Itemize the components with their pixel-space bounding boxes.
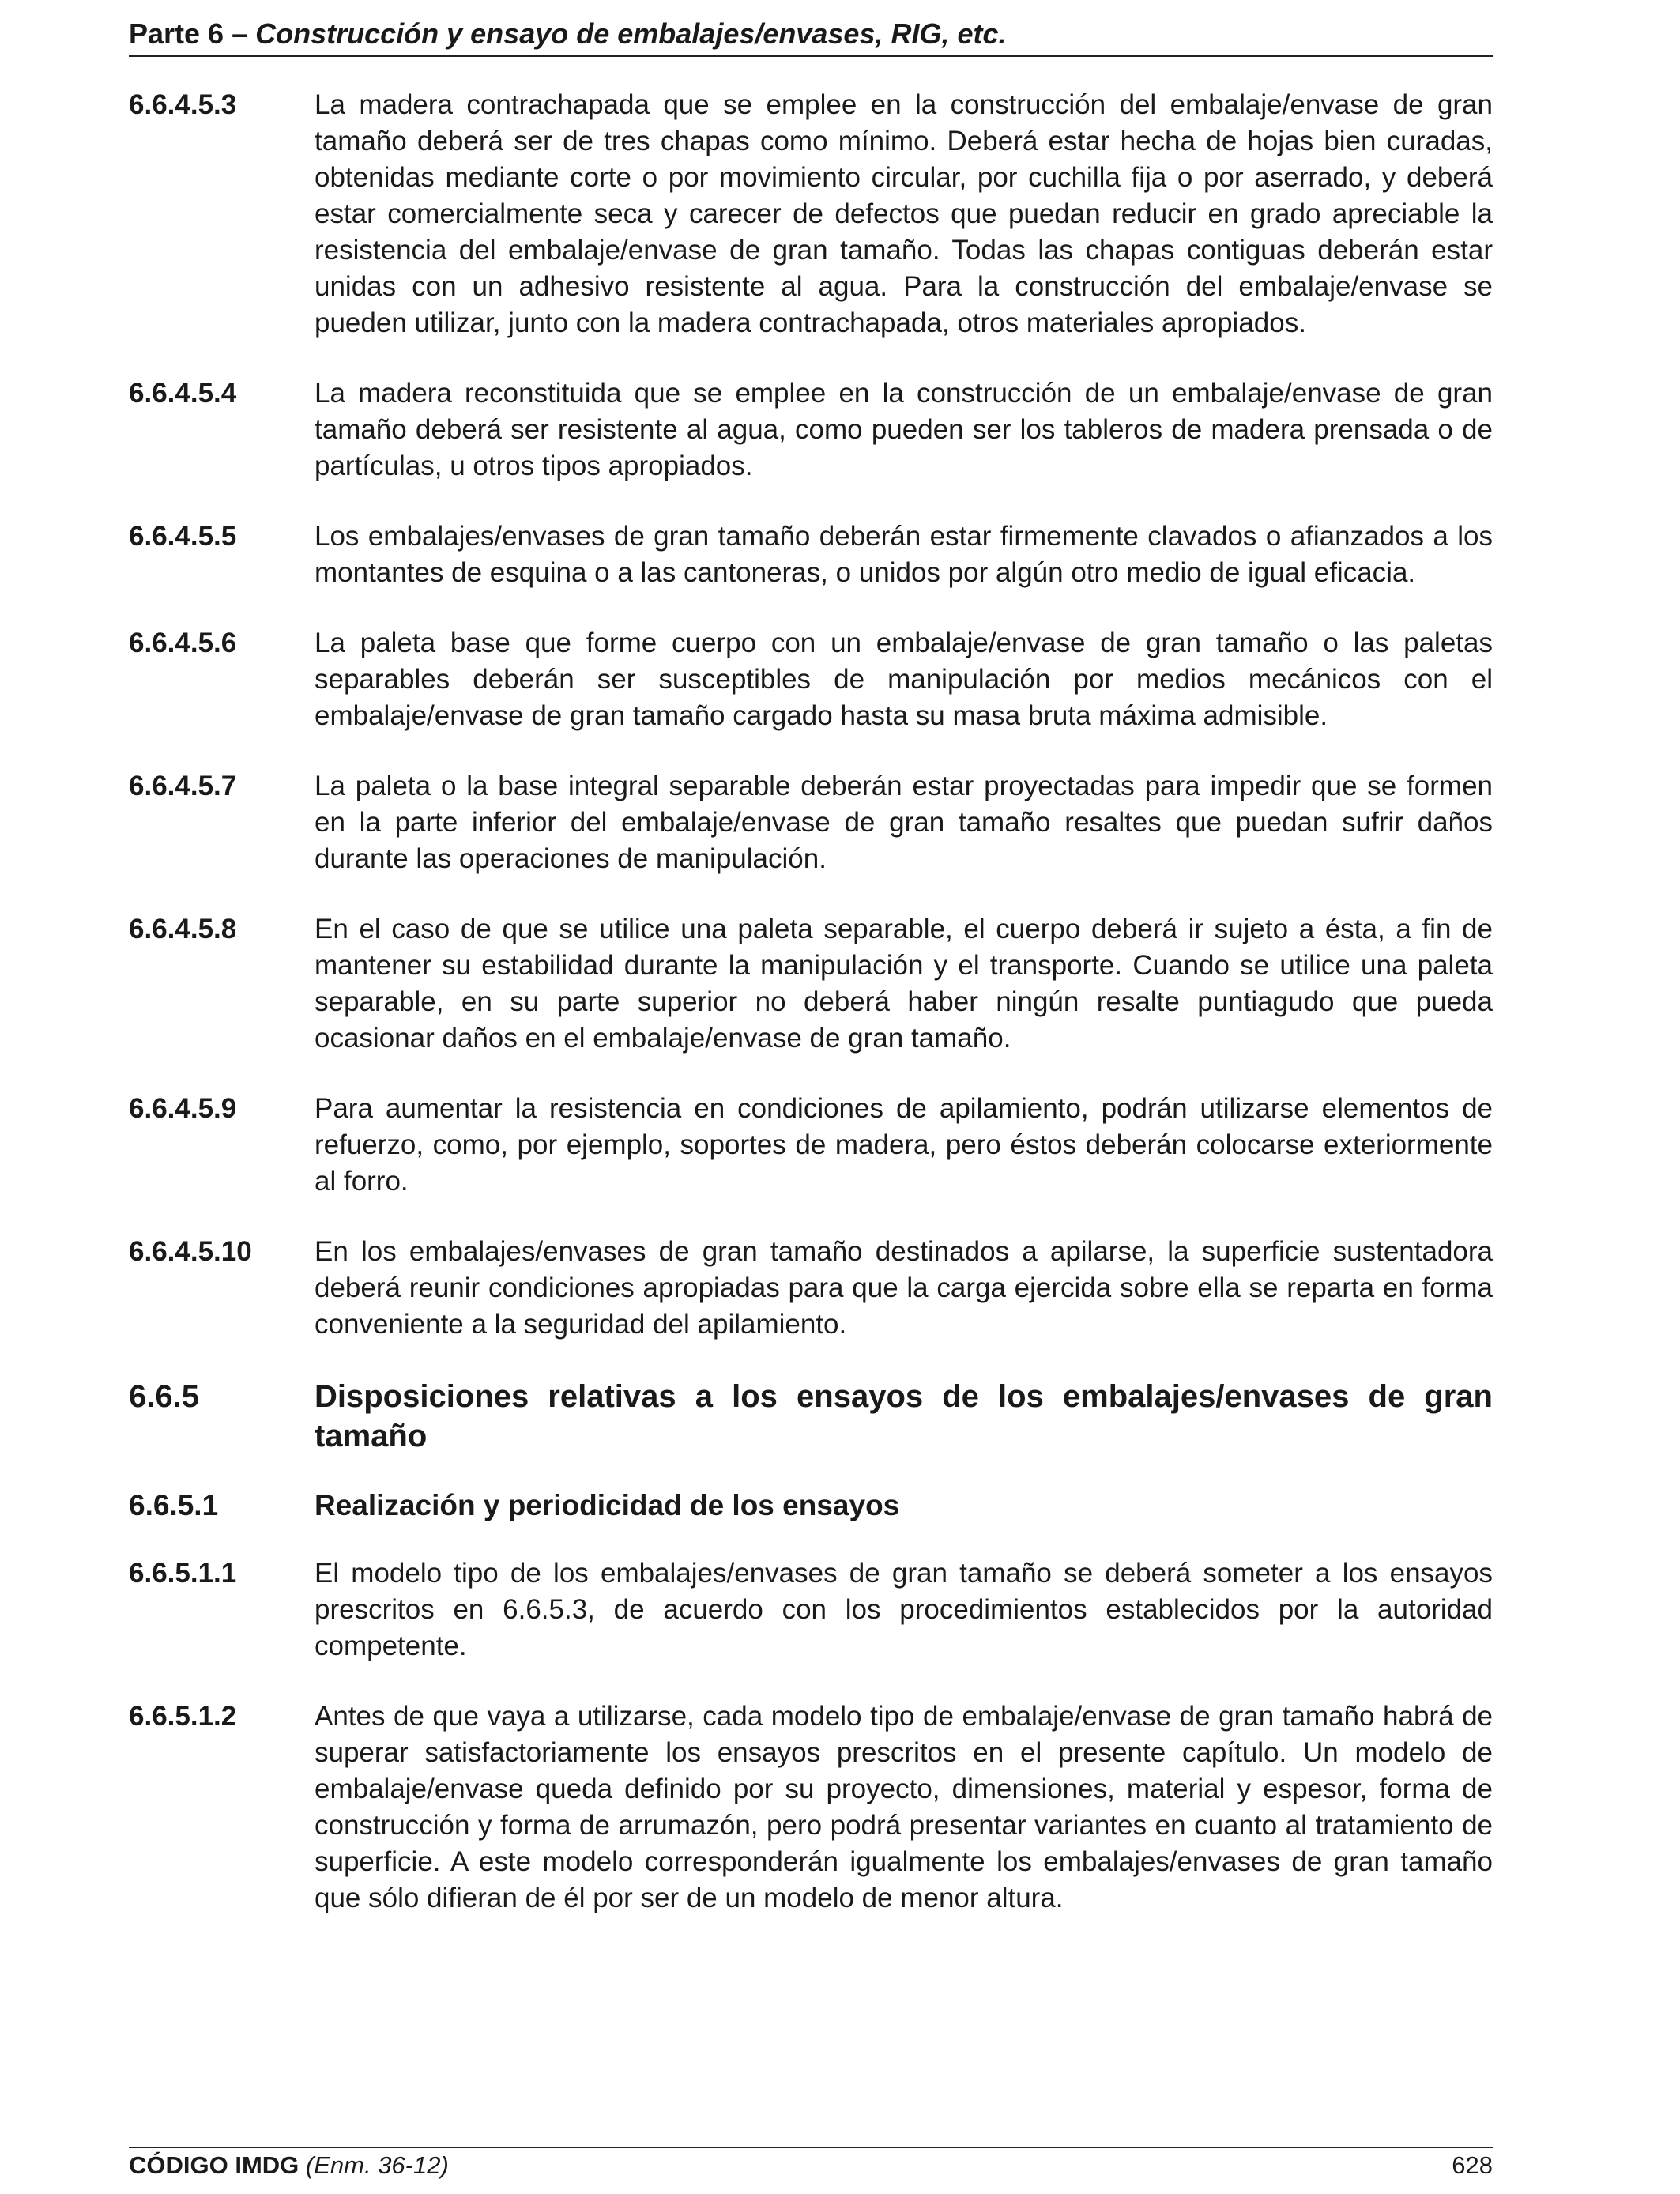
paragraph-text: El modelo tipo de los embalajes/envases de gran tamaño se deberá someter a los ensayos prescritos en 6.6.5.3, de acuerdo con los procedimientos establecidos por la autoridad competente. — [315, 1558, 1493, 1661]
paragraph — [129, 87, 1493, 341]
page-number: 628 — [1452, 2151, 1493, 2179]
paragraph-number: 6.6.4.5.9 — [129, 1093, 237, 1124]
document-body — [129, 87, 1493, 1951]
subsection-heading — [129, 1487, 1493, 1524]
paragraph-number: 6.6.4.5.7 — [129, 771, 237, 801]
section-number: 6.6.5 — [129, 1379, 199, 1414]
paragraph-text: La madera reconstituida que se emplee en la construcción de un embalaje/envase de gran tamaño deberá ser resistente al agua, como pueden ser los tableros de madera prensada o de partículas, u otros tipos apropiados. — [315, 378, 1493, 481]
paragraph-number: 6.6.4.5.4 — [129, 378, 237, 409]
paragraph — [129, 1698, 1493, 1917]
paragraph — [129, 518, 1493, 591]
page-header — [129, 14, 1493, 57]
paragraph-number: 6.6.4.5.8 — [129, 914, 237, 944]
subsection-number: 6.6.5.1 — [129, 1489, 219, 1521]
page-footer — [129, 2147, 1493, 2183]
header-part: Parte 6 – — [129, 17, 248, 50]
paragraph — [129, 375, 1493, 484]
paragraph-number: 6.6.4.5.10 — [129, 1236, 252, 1267]
paragraph — [129, 1234, 1493, 1343]
paragraph — [129, 911, 1493, 1057]
paragraph-text: La paleta o la base integral separable deberán estar proyectadas para impedir que se formen en la parte inferior del embalaje/envase de gran tamaño resaltes que puedan sufrir daños durante las operaciones de manipulación. — [315, 771, 1493, 874]
paragraph — [129, 768, 1493, 877]
paragraph — [129, 1091, 1493, 1200]
paragraph-number: 6.6.4.5.3 — [129, 89, 237, 120]
section-title: Disposiciones relativas a los ensayos de los embalajes/envases de gran tamaño — [315, 1379, 1493, 1453]
footer-amendment: (Enm. 36-12) — [305, 2151, 449, 2179]
paragraph-number: 6.6.4.5.5 — [129, 521, 237, 552]
footer-left — [129, 2148, 449, 2183]
paragraph-text: Antes de que vaya a utilizarse, cada modelo tipo de embalaje/envase de gran tamaño habrá de superar satisfactoriamente los ensayos prescritos en el presente capítulo. Un modelo de embalaje/envase queda definido por su proyecto, dimensiones, material y espesor, forma de construcción y forma de arrumazón, pero podrá presentar variantes en cuanto al tratamiento de superficie. A este modelo corresponderán igualmente los embalajes/envases de gran tamaño que sólo difieran de él por ser de un modelo de menor altura. — [315, 1701, 1493, 1913]
paragraph-text: En el caso de que se utilice una paleta separable, el cuerpo deberá ir sujeto a ésta, a fin de mantener su estabilidad durante la manipulación y el transporte. Cuando se utilice una paleta separable, en su parte superior no deberá haber ningún resalte puntiagudo que pueda ocasionar daños en el embalaje/envase de gran tamaño. — [315, 914, 1493, 1054]
paragraph — [129, 625, 1493, 734]
paragraph-number: 6.6.4.5.6 — [129, 628, 237, 658]
paragraph-text: La paleta base que forme cuerpo con un embalaje/envase de gran tamaño o las paletas separables deberán ser susceptibles de manipulación por medios mecánicos con el embalaje/envase de gran tamaño cargado hasta su masa bruta máxima admisible. — [315, 628, 1493, 731]
paragraph-text: Los embalajes/envases de gran tamaño deberán estar firmemente clavados o afianzados a los montantes de esquina o a las cantoneras, o unidos por algún otro medio de igual eficacia. — [315, 521, 1493, 588]
paragraph — [129, 1555, 1493, 1664]
header-title: Construcción y ensayo de embalajes/envases, RIG, etc. — [255, 17, 1007, 50]
paragraph-number: 6.6.5.1.2 — [129, 1701, 237, 1732]
subsection-title: Realización y periodicidad de los ensayos — [315, 1489, 900, 1521]
paragraph-text: Para aumentar la resistencia en condiciones de apilamiento, podrán utilizarse elementos de refuerzo, como, por ejemplo, soportes de madera, pero éstos deberán colocarse exteriormente al forro. — [315, 1093, 1493, 1197]
paragraph-text: En los embalajes/envases de gran tamaño destinados a apilarse, la superficie sustentadora deberá reunir condiciones apropiadas para que la carga ejercida sobre ella se reparta en forma conveniente a la seguridad del apilamiento. — [315, 1236, 1493, 1340]
paragraph-text: La madera contrachapada que se emplee en la construcción del embalaje/envase de gran tamaño deberá ser de tres chapas como mínimo. Deberá estar hecha de hojas bien curadas, obtenidas mediante corte o por movimiento circular, por cuchilla fija o por aserrado, y deberá estar comercialmente seca y carecer de defectos que puedan reducir en grado apreciable la resistencia del embalaje/envase de gran tamaño. Todas las chapas contiguas deberán estar unidas con un adhesivo resistente al agua. Para la construcción del embalaje/envase se pueden utilizar, junto con la madera contrachapada, otros materiales apropiados. — [315, 89, 1493, 338]
paragraph-number: 6.6.5.1.1 — [129, 1558, 237, 1589]
section-heading — [129, 1377, 1493, 1456]
footer-code: CÓDIGO IMDG — [129, 2151, 299, 2179]
